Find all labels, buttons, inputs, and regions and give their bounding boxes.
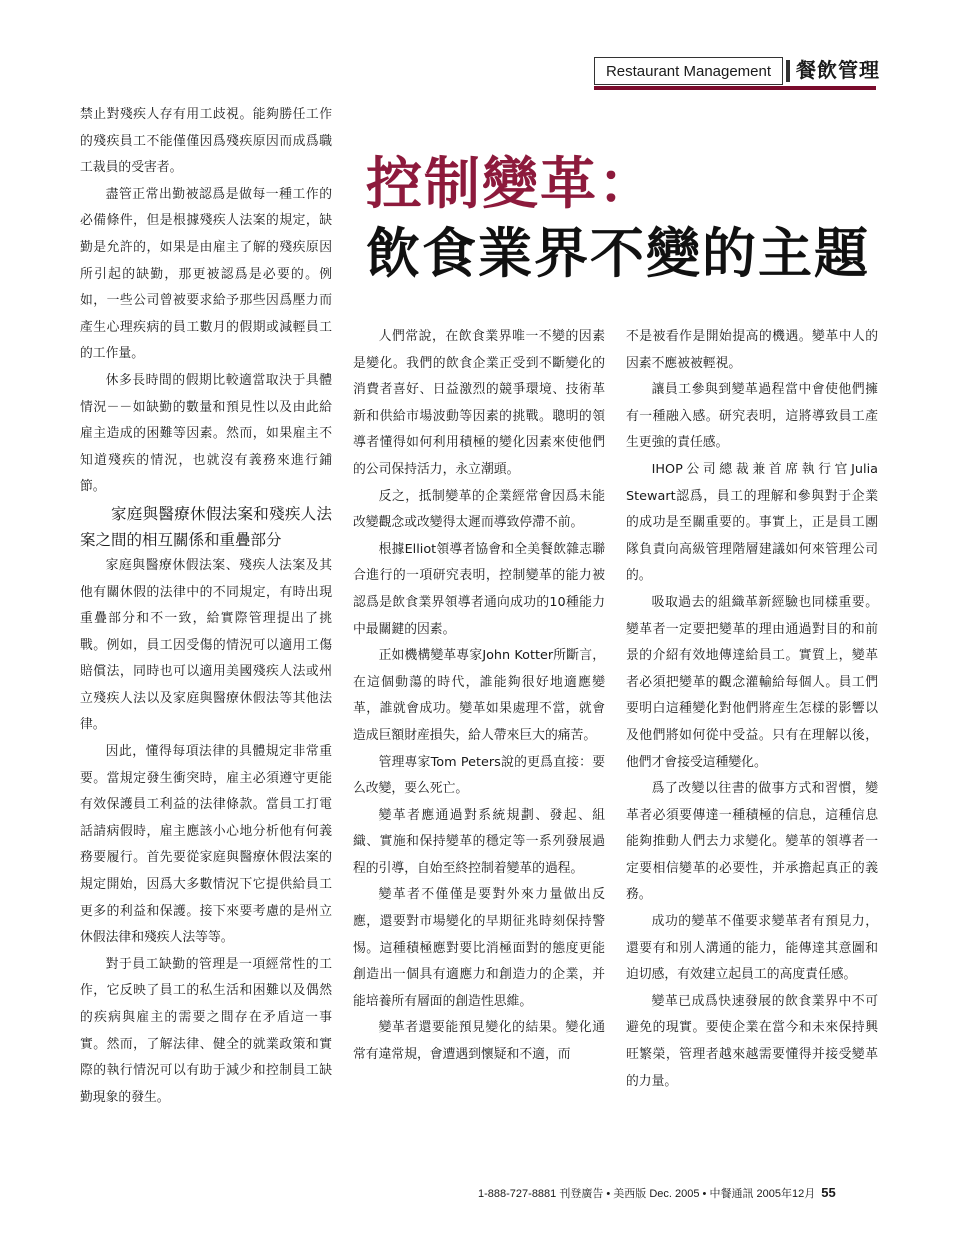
header-separator: [786, 60, 790, 82]
paragraph: 變革者不僅僅是要對外來力量做出反應，還要對市場變化的早期征兆時刻保持警惕。這種積極應對要比消極面對的態度更能創造出一個具有適應力和創造力的企業，并能培養所有層面的創造性思維。: [353, 887, 605, 1009]
paragraph: IHOP公司總裁兼首席執行官Julia Stewart認爲，員工的理解和參與對于企業的成功是至關重要的。事實上，正是員工團隊負責向高級管理階層建議如何來管理公司的。: [626, 461, 878, 584]
page-number: 55: [821, 1185, 836, 1200]
paragraph: 變革者應通過對系統規劃、發起、組織、實施和保持變革的穩定等一系列發展過程的引導，自始至終控制着變革的過程。: [353, 807, 605, 876]
paragraph: 管理專家Tom Peters說的更爲直接：要么改變，要么死亡。: [353, 754, 605, 797]
paragraph: 因此，懂得每項法律的具體規定非常重要。當規定發生衝突時，雇主必須遵守更能有效保護員工利益的法律條款。當員工打電話請病假時，雇主應該小心地分析他有何義務要履行。首先要從家庭與醫療休假法案的規定開始，因爲大多數情況下它提供給員工更多的利益和保護。接下來要考慮的是州立休假法律和殘疾人法等等。: [80, 744, 332, 946]
paragraph: 成功的變革不僅要求變革者有預見力，還要有和別人溝通的能力，能傳達其意圖和迫切感，有效建立起員工的高度責任感。: [626, 914, 878, 983]
section-label-zh: 餐飲管理: [796, 58, 880, 82]
article-title-line2: 飲食業界不變的主題: [366, 221, 870, 285]
paragraph: 根據Elliot領導者協會和全美餐飲雜志聯合進行的一項研究表明，控制變革的能力被認爲是飲食業界領導者通向成功的10種能力中最關鍵的因素。: [353, 541, 605, 637]
page-footer: [478, 1185, 836, 1201]
header-rule: [594, 86, 876, 90]
paragraph: 爲了改變以往書的做事方式和習慣，變革者必須要傳達一種積極的信息，這種信息能夠推動人們去力求變化。變革的領導者一定要相信變革的必要性，并承擔起真正的義務。: [626, 781, 878, 903]
column-1: [80, 102, 332, 1111]
paragraph: 家庭與醫療休假法案、殘疾人法案及其他有關休假的法律中的不同規定，有時出現重疊部分和不一致，給實際管理提出了挑戰。例如，員工因受傷的情況可以適用工傷賠償法，同時也可以適用美國殘疾人法或州立殘疾人法以及家庭與醫療休假法等其他法律。: [80, 557, 332, 733]
paragraph: 讓員工參與到變革過程當中會使他們擁有一種融入感。研究表明，這將導致員工產生更強的責任感。: [626, 382, 878, 451]
paragraph: 變革已成爲快速發展的飲食業界中不可避免的現實。要使企業在當今和未來保持興旺繁榮，管理者越來越需要懂得并接受變革的力量。: [626, 993, 878, 1089]
paragraph: 休多長時間的假期比較適當取決于具體情況－－如缺勤的數量和預見性以及由此給雇主造成的困難等因素。然而，如果雇主不知道殘疾的情況，也就沒有義務來進行鋪節。: [80, 372, 332, 495]
footer-text: 1-888-727-8881 刊登廣告 • 美西版 Dec. 2005 • 中餐通訊 2005年12月: [478, 1188, 816, 1200]
column-3: [626, 324, 878, 1095]
column-2: [353, 324, 605, 1069]
paragraph: 正如機構變革專家John Kotter所斷言，在這個動蕩的時代，誰能夠很好地適應變革，誰就會成功。變革如果處理不當，就會造成巨額財産損失，給人帶來巨大的痛苦。: [353, 648, 605, 743]
section-label-en: Restaurant Management: [594, 57, 783, 85]
paragraph: 不是被看作是開始提高的機遇。變革中人的因素不應被被輕視。: [626, 329, 878, 371]
article-title-line1: 控制變革：: [366, 152, 656, 217]
paragraph: 盡管正常出勤被認爲是做每一種工作的必備條件，但是根據殘疾人法案的規定，缺勤是允許的，如果是由雇主了解的殘疾原因所引起的缺勤，那更被認爲是必要的。例如，一些公司曾被要求給予那些因爲壓力而產生心理疾病的員工數月的假期或減輕員工的工作量。: [80, 186, 332, 362]
paragraph: 變革者還要能預見變化的結果。變化通常有違常規，會遭遇到懷疑和不適，而: [353, 1020, 605, 1063]
paragraph: 人們常說，在飲食業界唯一不變的因素是變化。我們的飲食企業正受到不斷變化的消費者喜好、日益激烈的競爭環境、技術革新和供給市場波動等因素的挑戰。聰明的領導者懂得如何利用積極的變化因素來使他們的公司保持活力，永立潮頭。: [353, 329, 605, 477]
section-heading: 家庭與醫療休假法案和殘疾人法案之間的相互關係和重疊部分: [80, 504, 332, 549]
paragraph: 反之，抵制變革的企業經常會因爲未能改變觀念或改變得太遲而導致停滯不前。: [353, 488, 605, 531]
paragraph: 禁止對殘疾人存有用工歧視。能夠勝任工作的殘疾員工不能僅僅因爲殘疾原因而成爲職工裁員的受害者。: [80, 107, 332, 176]
paragraph: 吸取過去的組織革新經驗也同樣重要。變革者一定要把變革的理由通過對目的和前景的介紹有效地傳達給員工。實質上，變革者必須把變革的觀念灌輸給每個人。員工們要明白這種變化對他們將産生怎樣的影響以及他們將如何從中受益。只有在理解以後，他們才會接受這種變化。: [626, 594, 878, 770]
paragraph: 對于員工缺勤的管理是一項經常性的工作，它反映了員工的私生活和困難以及偶然的疾病與雇主的需要之間存在矛盾這一事實。然而，了解法律、健全的就業政策和實際的執行情況可以有助于減少和控制員工缺勤現象的發生。: [80, 956, 332, 1105]
